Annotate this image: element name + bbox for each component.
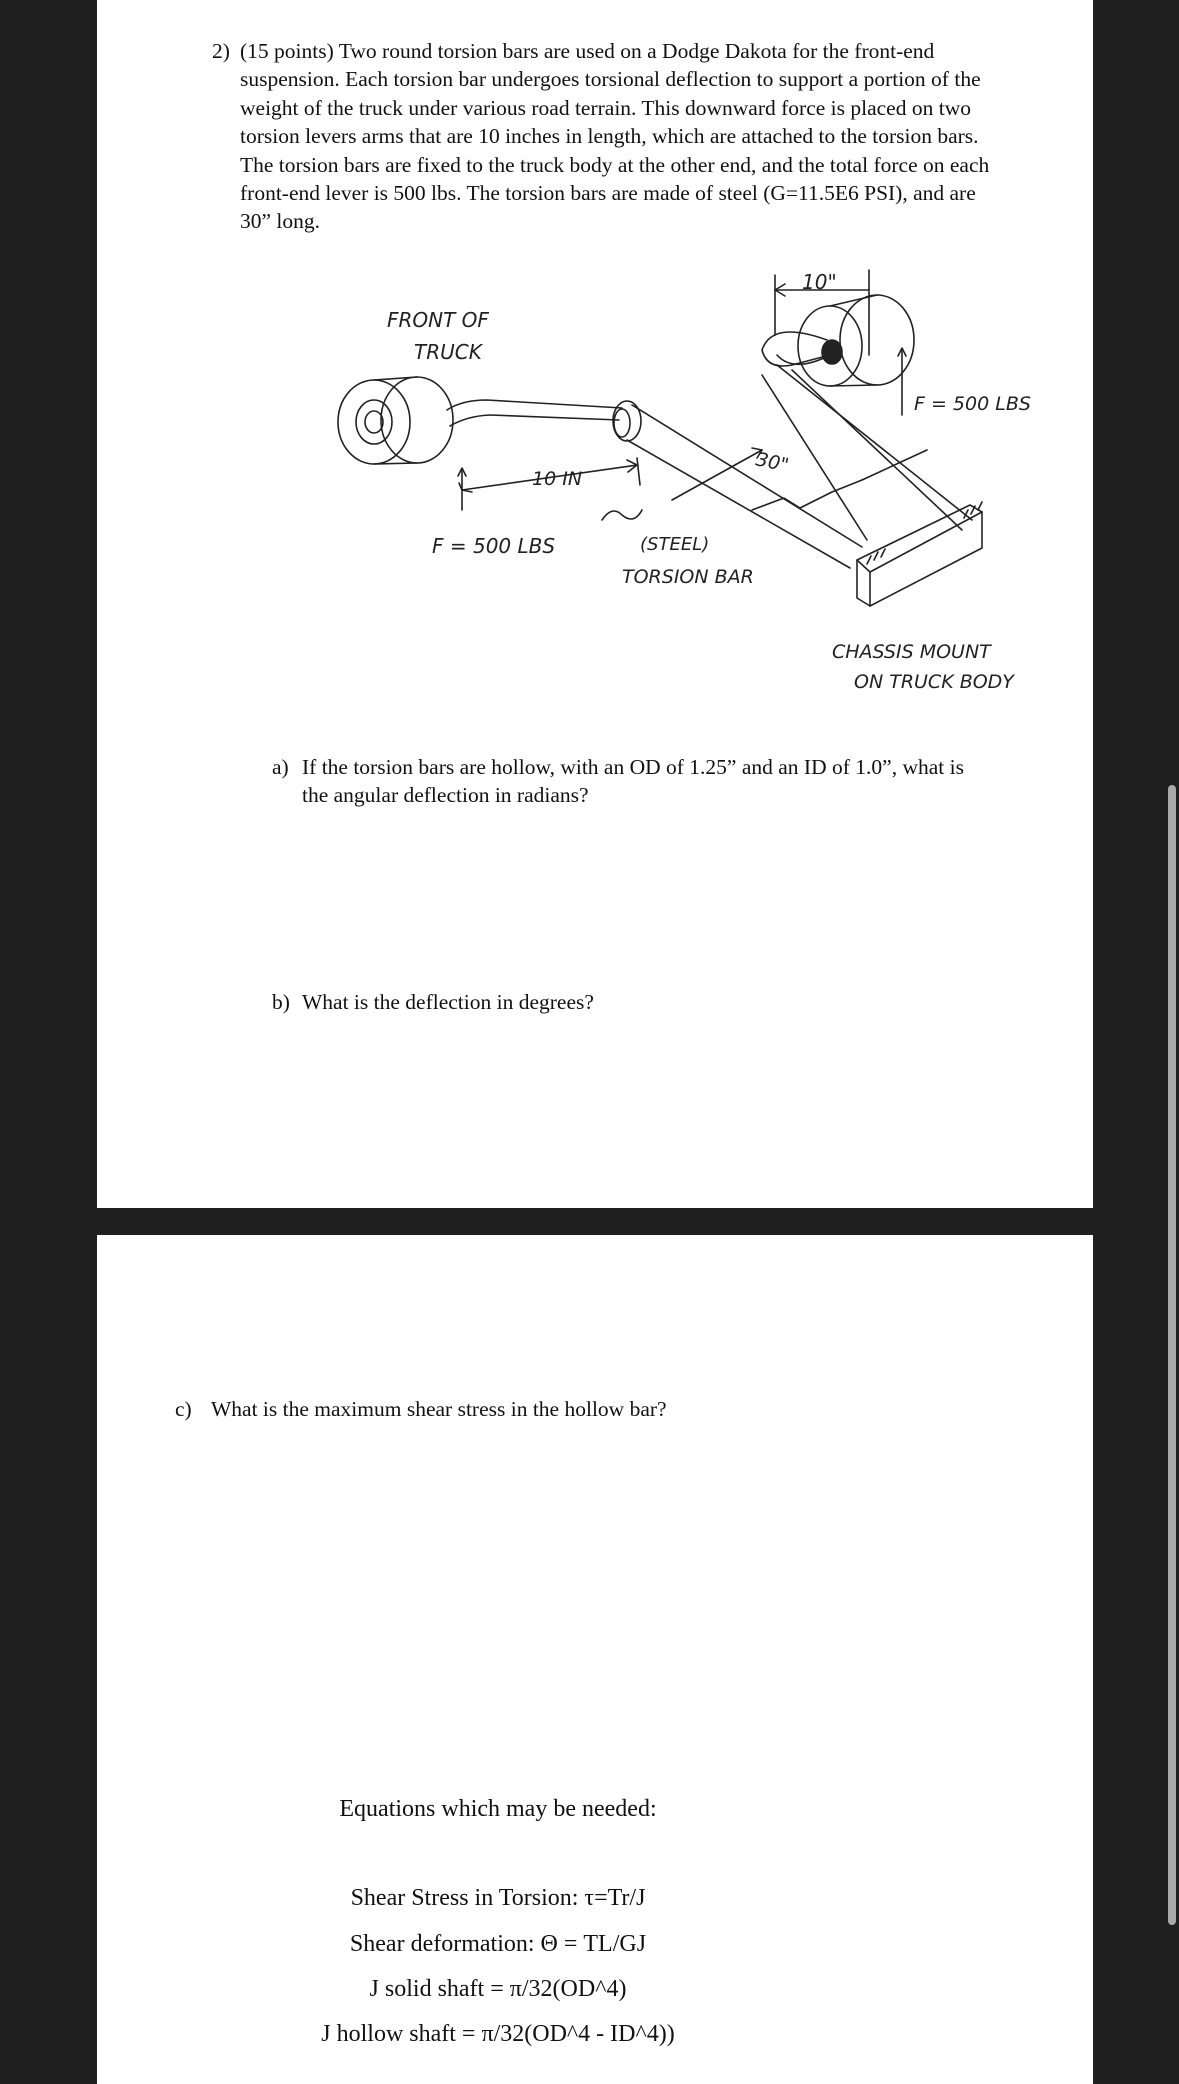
- question-b-letter: b): [272, 990, 290, 1014]
- right-force-arrow: [898, 348, 906, 415]
- torsion-bar-label: TORSION BAR: [622, 566, 754, 588]
- thirty-inch-label: 30": [753, 448, 791, 477]
- chassis-label-line-1: CHASSIS MOUNT: [832, 641, 991, 663]
- question-c-letter: c): [175, 1397, 192, 1421]
- equations-heading: Equations which may be needed:: [339, 1796, 657, 1822]
- question-c-text: What is the maximum shear stress in the hollow bar?: [211, 1397, 667, 1421]
- question-b-text: What is the deflection in degrees?: [302, 990, 594, 1014]
- right-wheel-drawing: [798, 295, 914, 386]
- scrollbar-thumb[interactable]: [1168, 785, 1176, 1925]
- torsion-bar-diagram: [322, 260, 1031, 710]
- document-page-1: [97, 0, 1093, 1208]
- equation-shear-stress: Shear Stress in Torsion: τ=Tr/J: [350, 1885, 646, 1911]
- chassis-label-line-2: ON TRUCK BODY: [854, 671, 1014, 693]
- equation-j-hollow: J hollow shaft = π/32(OD^4 - ID^4)): [321, 2021, 675, 2047]
- right-lever-arm-drawing: [762, 332, 830, 366]
- steel-label: (STEEL): [640, 534, 710, 555]
- equation-j-solid: J solid shaft = π/32(OD^4): [369, 1976, 627, 2002]
- top-dimension-label: 10": [802, 270, 837, 294]
- equation-shear-deformation: Shear deformation: Θ = TL/GJ: [349, 1931, 647, 1957]
- torsion-label-leader: [602, 510, 642, 520]
- front-label-line-2: TRUCK: [414, 340, 482, 364]
- thirty-inch-dimension: [672, 448, 927, 510]
- scrollbar-track[interactable]: [1165, 0, 1179, 2084]
- problem-number: 2): [212, 39, 230, 63]
- left-wheel-drawing: [338, 377, 453, 464]
- front-label-line-1: FRONT OF: [387, 308, 489, 332]
- question-a: [272, 753, 972, 810]
- question-b: [272, 988, 972, 1016]
- question-a-letter: a): [272, 755, 289, 779]
- chassis-mount-drawing: [857, 502, 982, 606]
- bottom-dimension-label: 10 IN: [532, 468, 583, 490]
- question-c: [175, 1395, 875, 1423]
- question-a-text: If the torsion bars are hollow, with an OD of 1.25” and an ID of 1.0”, what is the angular deflection in radians?: [302, 755, 964, 808]
- problem-text: (15 points) Two round torsion bars are used on a Dodge Dakota for the front-end suspension. Each torsion bar undergoes torsional deflection to support a portion of the weight of the truck under various road terrain. This downward force is placed on two torsion levers arms that are 10 inches in length, which are attached to the torsion bars. The torsion bars are fixed to the truck body at the other end, and the total force on each front-end lever is 500 lbs. The torsion bars are made of steel (G=11.5E6 PSI), and are 30” long.: [240, 39, 990, 234]
- right-torsion-bar-drawing: [762, 365, 972, 540]
- problem-statement: [212, 37, 992, 236]
- left-force-label: F = 500 LBS: [432, 534, 556, 558]
- right-force-label: F = 500 LBS: [914, 393, 1031, 415]
- left-lever-arm-drawing: [447, 400, 641, 441]
